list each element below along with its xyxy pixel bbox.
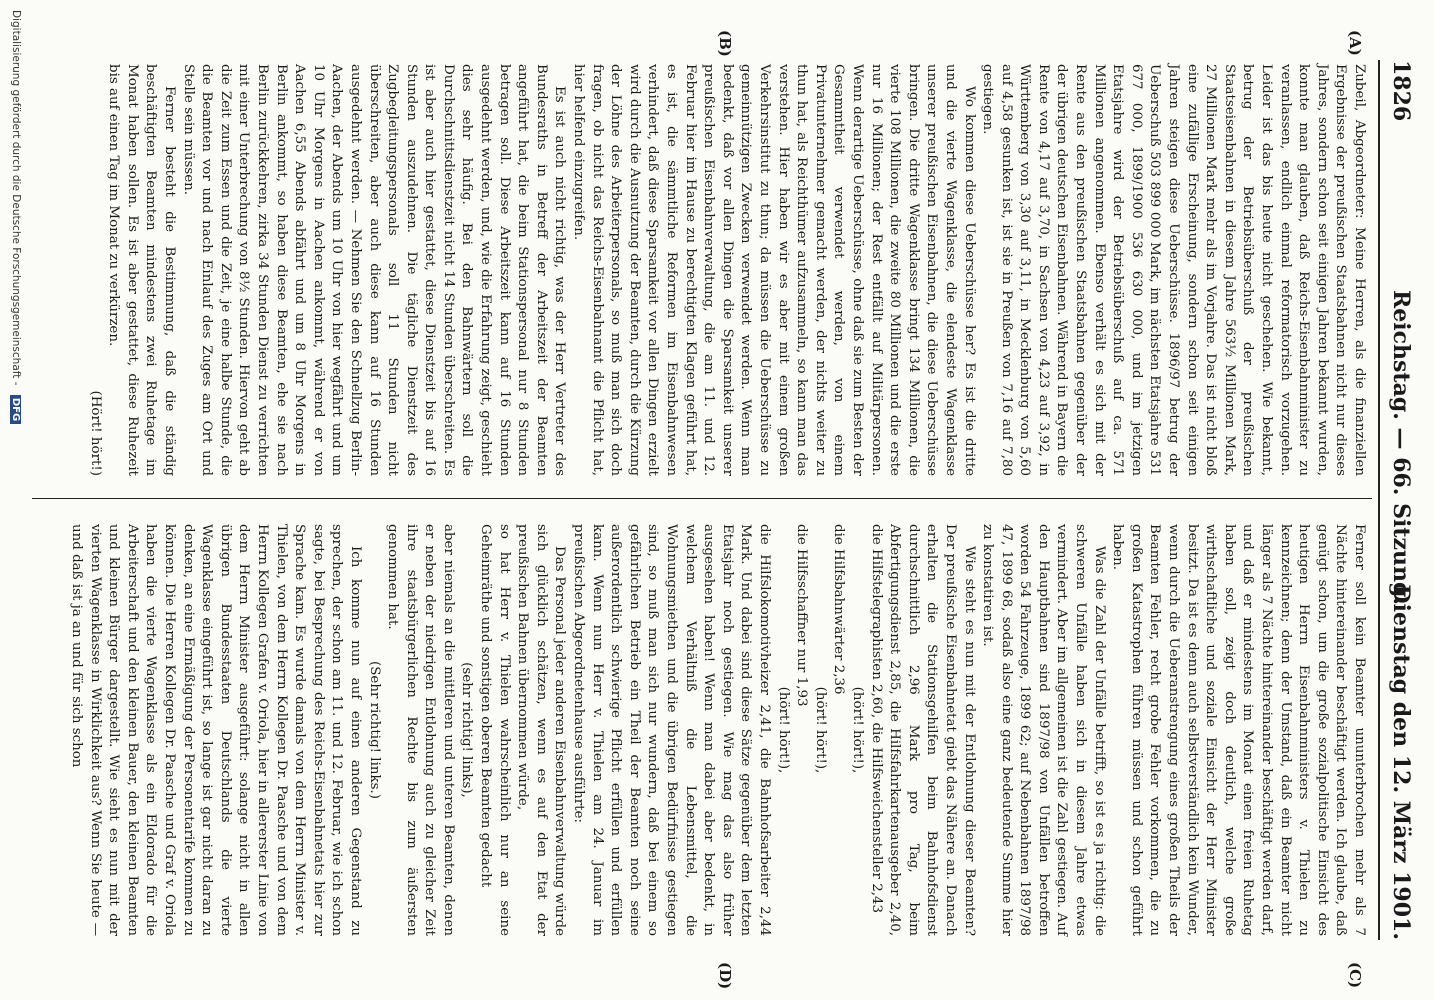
paragraph: die Hilfsbahnwärter 2,36 <box>831 524 847 695</box>
paragraph: Wo kommen diese Ueberschüsse her? Es ist die dritte und die vierte Wagenklasse, die elendeste Wagenklasse unserer preußischen Eisenbahnen, die diese Ueberschüsse bringen. Die dritte Wagenklasse bringt 134 Millionen, die vierte 108 Millionen, die zweite 80 Millionen und die erste nur 16 Millionen; der Rest entfällt auf Militärpersonen. Wenn derartige Ueberschüsse, ohne daß sie zum Besten der Gesammtheit verwendet werden, von einem Privatunternehmer gemacht werden, der nichts weiter zu thun hat, als Reichthümer aufzusammeln, so kann man das verstehen. Hier haben wir es aber mit einem großen Verkehrsinstitut zu thun; da müssen die Ueberschüsse zu gemeinnützigen Zwecken verwendet werden. Wenn man bedenkt, daß vor allen Dingen die Sparsamkeit unserer preußischen Eisenbahnverwaltung, die am 11. und 12. Februar hier im Hause zu berechtigten Klagen geführt hat, es ist, die sämmtliche Reformen im Eisenbahnwesen verhindert, daß diese Sparsamkeit vor allen Dingen erzielt wird durch die Ausnutzung der Beamten, durch die Kürzung der Löhne des Arbeiterpersonals, so muß man sich doch fragen, ob nicht das Reichs-Eisenbahnamt die Pflicht hat, hier helfend einzugreifen. <box>571 64 977 476</box>
paragraph: Ferner soll kein Beamter ununterbrochen mehr als 7 Nächte hintereinander beschäftigt werden. Ich glaube, daß genügt schon, um die große sozialpolitische Einsicht des heutigen Herrn Eisenbahnministers v. Thielen zu kennzeichnen; denn der Umstand, daß ein Beamter nicht länger als 7 Nächte hintereinander beschäftigt werden darf, und daß er mindestens im Monat einen freien Ruhetag haben soll, zeigt doch deutlich, welche große wirthschaftliche und soziale Einsicht der Herr Minister besitzt. Da ist es denn auch selbstverständlich kein Wunder, wenn durch die Ueberanstrengung eines großen Theils der Beamten Fehler, recht grobe Fehler vorkommen, die zu großen Katastrophen führen müssen und schon geführt haben. <box>1110 524 1367 936</box>
paragraph: so hat Herr v. Thielen wahrscheinlich nur an seine Geheimräthe und sonstigen oberen Beamten gedacht <box>478 524 512 936</box>
margin-marker-c: (C) <box>1346 962 1364 989</box>
margin-marker-d: (D) <box>716 962 734 990</box>
paragraph: die Hilfsschaffner nur 1,93 <box>794 524 810 707</box>
session-date: Dienstag den 12. März 1901. <box>1388 584 1414 940</box>
margin-marker-a: (A) <box>1346 30 1364 56</box>
interjection: (sehr richtig! links), <box>459 662 475 798</box>
page-number: 1826 <box>1388 60 1414 122</box>
left-column <box>85 64 1368 476</box>
column-divider <box>32 498 1372 499</box>
margin-marker-b: (B) <box>716 30 734 57</box>
paragraph: Ich komme nun auf einen anderen Gegenstand zu sprechen, der schon am 11. und 12. Februar, wie ich schon sagte, bei Besprechung des Reichs-Eisenbahnetats hier zur Sprache kam. Es wurde damals von dem Herrn Minister v. Thielen, von dem Herrn Kollegen Dr. Paasche und von dem Herrn Kollegen Grafen v. Oriola, hier in allererster Linie von dem Herrn Minister ausgeführt: solange nicht in allen übrigen Bundesstaaten Deutschlands die vierte Wagenklasse eingeführt ist, so lange ist gar nicht daran zu denken, an eine Ermäßigung der Personentarife kommen zu können. Die Herren Kollegen Dr. Paasche und Graf v. Oriola haben die vierte Wagenklasse als ein Eldorado für die Arbeiterschaft und den kleinen Bauer, den kleinen Beamten und kleinen Bürger dargestellt. Wie sieht es nun mit der vierten Wagenklasse in Wirklichkeit aus? Wenn Sie heute — und daß ist ja an und für sich schon <box>69 524 363 936</box>
interjection: (Hört! hört!) <box>87 390 103 476</box>
session-title: Reichstag. — 66. Sitzung. <box>1388 290 1414 606</box>
right-column <box>66 524 1368 936</box>
interjection: (hört! hört!), <box>849 686 865 774</box>
paragraph: Wie steht es nun mit der Entlohnung dieser Beamten? Der preußische Eisenbahnetat giebt das Nähere an. Danach erhalten die Stationsgehilfen beim Bahnhofsdienst durchschnittlich 2,96 Mark pro Tag, beim Abfertigungsdienst 2,85, die Hilfsfahrkartenausgeber 2,40, die Hilfstelegraphisten 2,60, die Hilfsweichensteller 2,43 <box>868 524 977 936</box>
paragraph: Es ist auch nicht richtig, was der Herr Vertreter des Bundesraths in Betreff der Arbeitszeit der Beamten angeführt hat, die beim Stationspersonal nur 8 Stunden betragen soll. Diese Arbeitszeit kann auf 16 Stunden ausgedehnt werden, und, wie die Erfahrung zeigt, geschieht dies sehr häufig. Bei den Bahnwärtern soll die Durchschnittsdienstzeit nicht 14 Stunden überschreiten. Es ist aber auch hier gestattet, diese Dienstzeit bis auf 16 Stunden auszudehnen. Die tägliche Dienstzeit des Zugbegleitungspersonals soll 11 Stunden nicht überschreiten, aber auch diese kann auf 16 Stunden ausgedehnt werden. — Nehmen Sie den Schnellzug Berlin-Aachen, der Abends um 10 Uhr von hier wegfährt und um 10 Uhr Morgens in Aachen ankommt, während er von Aachen 6,55 Abends abfährt und um 8 Uhr Morgens in Berlin ankommt, so haben diese Beamten, ehe sie nach Berlin zurückkehren, zirka 34 Stunden Dienst zu verrichten mit einer Unterbrechung von 8½ Stunden. Hiervon geht ab die Zeit zum Essen und die Zeit, je eine halbe Stunde, die die Beamten vor und nach Einlauf des Zuges am Ort und Stelle sein müssen. <box>180 64 568 476</box>
paragraph: Was die Zahl der Unfälle betrifft, so ist es ja richtig: die schweren Unfälle haben sich in diesem Jahre etwas vermindert. Aber im allgemeinen ist die Zahl gestiegen. Auf den Hauptbahnen sind 1897/98 von Unfällen betroffen worden 54 Fahrzeuge, 1899 62; auf Nebenbahnen 1897/98 47, 1899 68, sodaß also eine ganz bedeutende Summe hier zu konstatiren ist. <box>980 524 1107 936</box>
quotation: Das Personal jeder anderen Eisenbahnverwaltung würde sich glücklich schätzen, wenn es auf den Etat der preußischen Bahnen übernommen würde, <box>515 524 568 936</box>
interjection: (hört! hört!), <box>775 686 791 774</box>
paragraph: Ferner besteht die Bestimmung, daß die ständig beschäftigten Beamten mindestens zwei Ruhetage im Monat haben sollen. Es ist aber gestattet, diese Ruhezeit bis auf einen Tag im Monat zu verkürzen. <box>106 64 177 476</box>
paragraph: die Hilfslokomotivheizer 2,41, die Bahnhofsarbeiter 2,44 Mark. Und dabei sind diese Sätze gegenüber dem letzten Etatsjahr noch gestiegen. Wie mag das also früher ausgesehen haben! Wenn man dabei aber bedenkt, in welchem Verhältniß die Lebensmittel, die Wohnungsmiethen und die übrigen Bedürfnisse gestiegen sind, so muß man sich nur wundern, daß bei einem so gefährlichen Betrieb ein Theil der Beamten noch seine außerordentlich schwierige Pflicht erfüllen und erfüllen kann. Wenn nun Herr v. Thielen am 24. Januar im preußischen Abgeordnetenhause ausführte: <box>571 524 772 936</box>
dfg-logo: DFG <box>10 395 21 424</box>
paragraph: Zubeil, Abgeordneter: Meine Herren, als die finanziellen Ergebnisse der preußischen Staatsbahnen nicht nur dieses Jahres, sondern schon seit einigen Jahren bekannt wurden, konnte man glauben, daß Reichs-Eisenbahnminister zu veranlassen, endlich einmal reformatorisch vorzugehen. Leider ist das bis heute nicht geschehen. Wie bekannt, betrug der Betriebsüberschuß der preußischen Staatseisenbahnen in diesem Jahre 563½ Millionen Mark, 27 Millionen Mark mehr als im Vorjahre. Das ist nicht bloß eine zufällige Erscheinung, sondern schon seit einigen Jahren steigen diese Ueberschüsse. 1896/97 betrug der Ueberschuß 503 899 000 Mark, im nächsten Etatsjahre 531 677 000, 1899/1900 536 630 000, und im jetzigen Etatsjahre wird der Betriebsüberschuß auf ca. 571 Millionen angenommen. Ebenso verhält es sich mit der Rente aus den preußischen Staatsbahnen gegenüber der der übrigen deutschen Eisenbahnen. Während in Bayern die Rente von 4,17 auf 3,70, in Sachsen von 4,23 auf 3,92, in Württemberg von 3,30 auf 3,11, in Mecklenburg von 5,60 auf 4,58 gesunken ist, ist sie in Preußen von 7,16 auf 7,80 gestiegen. <box>980 64 1367 476</box>
interjection: (hört! hört!), <box>812 686 828 774</box>
digitization-footer <box>2 10 22 990</box>
interjection: (Sehr richtig! links.) <box>366 661 382 799</box>
page-header <box>1378 60 1420 940</box>
paragraph: aber niemals an die mittleren und unteren Beamten, denen er neben der niedrigen Entlohnung auch zu gleicher Zeit ihre staatsbürgerlichen Rechte bis zum äußersten genommen hat. <box>385 524 456 936</box>
footer-text: Digitalisierung gefördert durch die Deutsche Forschungsgemeinschaft - <box>10 10 22 386</box>
